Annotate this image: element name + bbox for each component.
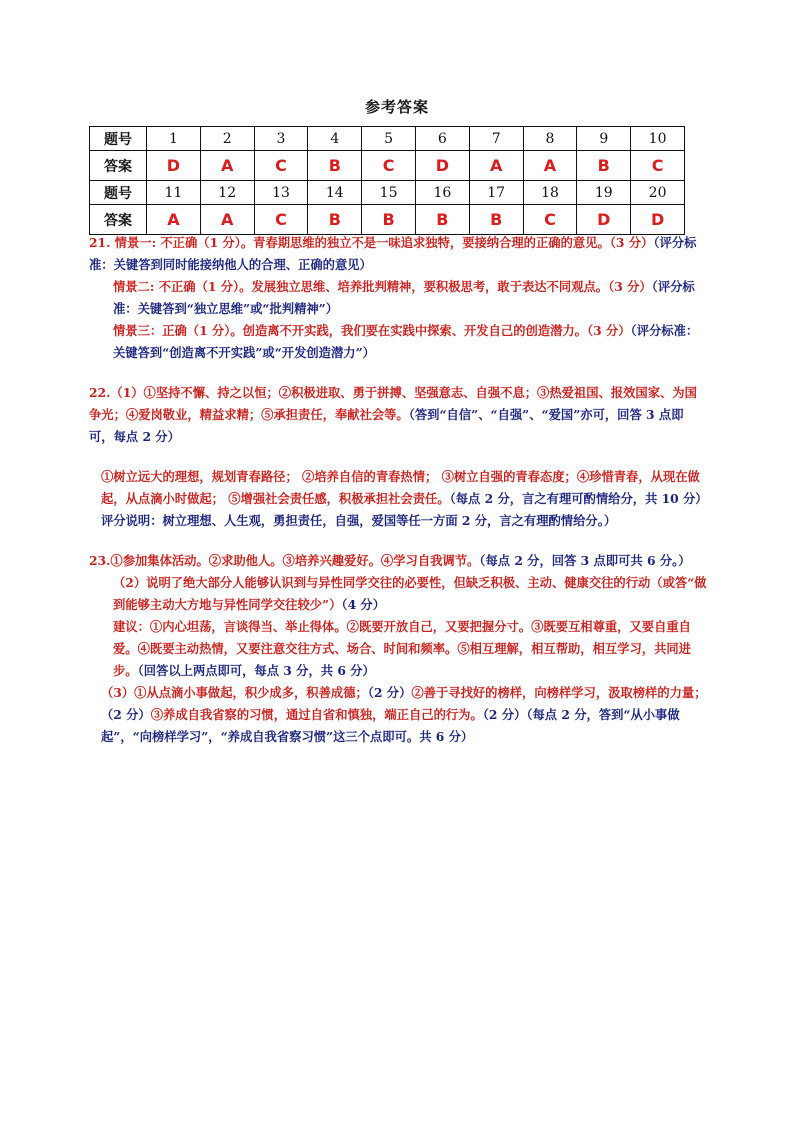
q23-p4-b: ②善于寻找好的榜样，向榜样学习，汲取榜样的力量； <box>411 685 707 700</box>
answer-explanations <box>89 232 707 748</box>
answer-label: 答案 <box>90 151 147 181</box>
question-number-cell: 20 <box>631 181 685 205</box>
question-number-cell: 4 <box>308 127 362 151</box>
question-number-cell: 13 <box>254 181 308 205</box>
answer-cell: A <box>200 205 254 235</box>
question-number-cell: 7 <box>469 127 523 151</box>
q22-p1-text: 22.（1）①坚持不懈、持之以恒；②积极进取、勇于拼搏、坚强意志、自强不息；③热爱祖国、报效国家、为国争光；④爱岗敬业，精益求精；⑤承担责任，奉献社会等。 <box>89 385 697 422</box>
q22-p1-note: （答到“自信”、“自强”、“爱国”亦可，回答 3 点即可，每点 2 分） <box>89 407 684 444</box>
question-number-cell: 9 <box>577 127 631 151</box>
q23-p4-a-score: （2 分） <box>367 685 412 700</box>
q23-p3-text: 建议：①内心坦荡，言谈得当、举止得体。②既要开放自己，又要把握分寸。③既要互相尊重，又要自重自爱。④既要主动热情，又要注意交往方式、场合、时间和频率。⑤相互理解，相互帮助，相互学习，共同进步。 <box>113 619 691 678</box>
q22-part-2 <box>89 466 707 532</box>
answer-cell: B <box>308 151 362 181</box>
q23-p4-a: （3）①从点滴小事做起，积少成多，积善成德； <box>101 685 368 700</box>
answer-cell: C <box>523 205 577 235</box>
answer-cell: D <box>415 151 469 181</box>
answer-cell: C <box>362 151 416 181</box>
question-number-label: 题号 <box>90 127 147 151</box>
question-number-cell: 2 <box>200 127 254 151</box>
q23-p4-c: ③养成自我省察的习惯，通过自省和慎独，端正自己的行为。 <box>150 707 483 722</box>
answer-cell: C <box>631 151 685 181</box>
answer-cell: B <box>469 205 523 235</box>
q23-part-2 <box>89 572 707 616</box>
answer-cell: C <box>254 151 308 181</box>
table-row-numbers-2 <box>90 181 685 205</box>
q22-p2-text: ①树立远大的理想，规划青春路径； ②培养自信的青春热情； ③树立自强的青春态度；④珍惜青春，从现在做起，从点滴小时做起； ⑤增强社会责任感，积极承担社会责任。 <box>101 469 700 506</box>
q23-p1-note: （每点 2 分，回答 3 点即可共 6 分。） <box>479 553 691 568</box>
answer-cell: B <box>362 205 416 235</box>
question-number-cell: 16 <box>415 181 469 205</box>
question-number-label: 题号 <box>90 181 147 205</box>
question-number-cell: 11 <box>147 181 201 205</box>
answer-table <box>89 126 685 235</box>
question-number-cell: 14 <box>308 181 362 205</box>
q23-p2-score: （4 分） <box>341 597 385 612</box>
question-number-cell: 6 <box>415 127 469 151</box>
question-number-cell: 19 <box>577 181 631 205</box>
answer-label: 答案 <box>90 205 147 235</box>
answer-cell: A <box>523 151 577 181</box>
q23-p1-text: 23.①参加集体活动。②求助他人。③培养兴趣爱好。④学习自我调节。 <box>89 553 480 568</box>
question-number-cell: 15 <box>362 181 416 205</box>
table-row-answers-2 <box>90 205 685 235</box>
table-row-answers-1 <box>90 151 685 181</box>
answer-cell: A <box>147 205 201 235</box>
q23-part-3 <box>89 616 707 682</box>
question-number-cell: 18 <box>523 181 577 205</box>
q21-scenario-3 <box>89 320 707 364</box>
question-number-cell: 8 <box>523 127 577 151</box>
answer-cell: D <box>577 205 631 235</box>
q23-p4-b-score: （2 分） <box>101 707 151 722</box>
answer-cell: D <box>631 205 685 235</box>
q21-s3-note: （评分标准：关键答到“创造离不开实践”或“开发创造潜力”） <box>113 323 699 360</box>
q21-scenario-2 <box>89 276 707 320</box>
q21-scenario-1 <box>89 232 707 276</box>
q22-p2-note: （每点 2 分，言之有理可酌情给分，共 10 分）评分说明：树立理想、人生观，勇担责任，自强，爱国等任一方面 2 分，言之有理酌情给分。） <box>101 491 702 528</box>
q22-part-1 <box>89 382 707 448</box>
question-number-cell: 10 <box>631 127 685 151</box>
question-number-cell: 12 <box>200 181 254 205</box>
question-number-cell: 1 <box>147 127 201 151</box>
q23-part-4 <box>89 682 707 748</box>
q21-s2-text: 情景二: 不正确（1 分）。发展独立思维、培养批判精神，要积极思考，敢于表达不同观点。（3 分） <box>113 279 652 294</box>
question-number-cell: 5 <box>362 127 416 151</box>
answer-cell: B <box>308 205 362 235</box>
q23-p2-text: （2）说明了绝大部分人能够认识到与异性同学交往的必要性，但缺乏积极、主动、健康交往的行动（或答“做到能够主动大方地与异性同学交往较少”） <box>113 575 707 612</box>
answer-cell: C <box>254 205 308 235</box>
answer-cell: D <box>147 151 201 181</box>
table-row-numbers-1 <box>90 127 685 151</box>
question-number-cell: 3 <box>254 127 308 151</box>
q21-s3-text: 情景三：正确（1 分）。创造离不开实践，我们要在实践中探索、开发自己的创造潜力。（3 分） <box>113 323 631 338</box>
answer-cell: A <box>469 151 523 181</box>
spacer <box>89 532 707 550</box>
spacer <box>89 448 707 466</box>
q23-part-1 <box>89 550 707 572</box>
spacer <box>89 364 707 382</box>
page-title: 参考答案 <box>364 98 429 116</box>
q21-s2-note: （评分标准：关键答到“独立思维”或“批判精神”） <box>113 279 695 316</box>
q21-s1-note: （评分标准：关键答到同时能接纳他人的合理、正确的意见） <box>89 235 697 272</box>
question-number-cell: 17 <box>469 181 523 205</box>
answer-cell: B <box>415 205 469 235</box>
q21-s1-text: 21. 情景一: 不正确（1 分）。青春期思维的独立不是一味追求独特，要接纳合理的正确的意见。（3 分） <box>89 235 654 250</box>
q23-p4-note: （每点 2 分，答到“从小事做起”，“向榜样学习”，“养成自我省察习惯”这三个点即可。共 6 分） <box>101 707 680 744</box>
answer-cell: B <box>577 151 631 181</box>
answer-cell: A <box>200 151 254 181</box>
q23-p4-c-score: （2 分） <box>482 707 527 722</box>
q23-p3-note: （回答以上两点即可，每点 3 分，共 6 分） <box>137 663 375 678</box>
